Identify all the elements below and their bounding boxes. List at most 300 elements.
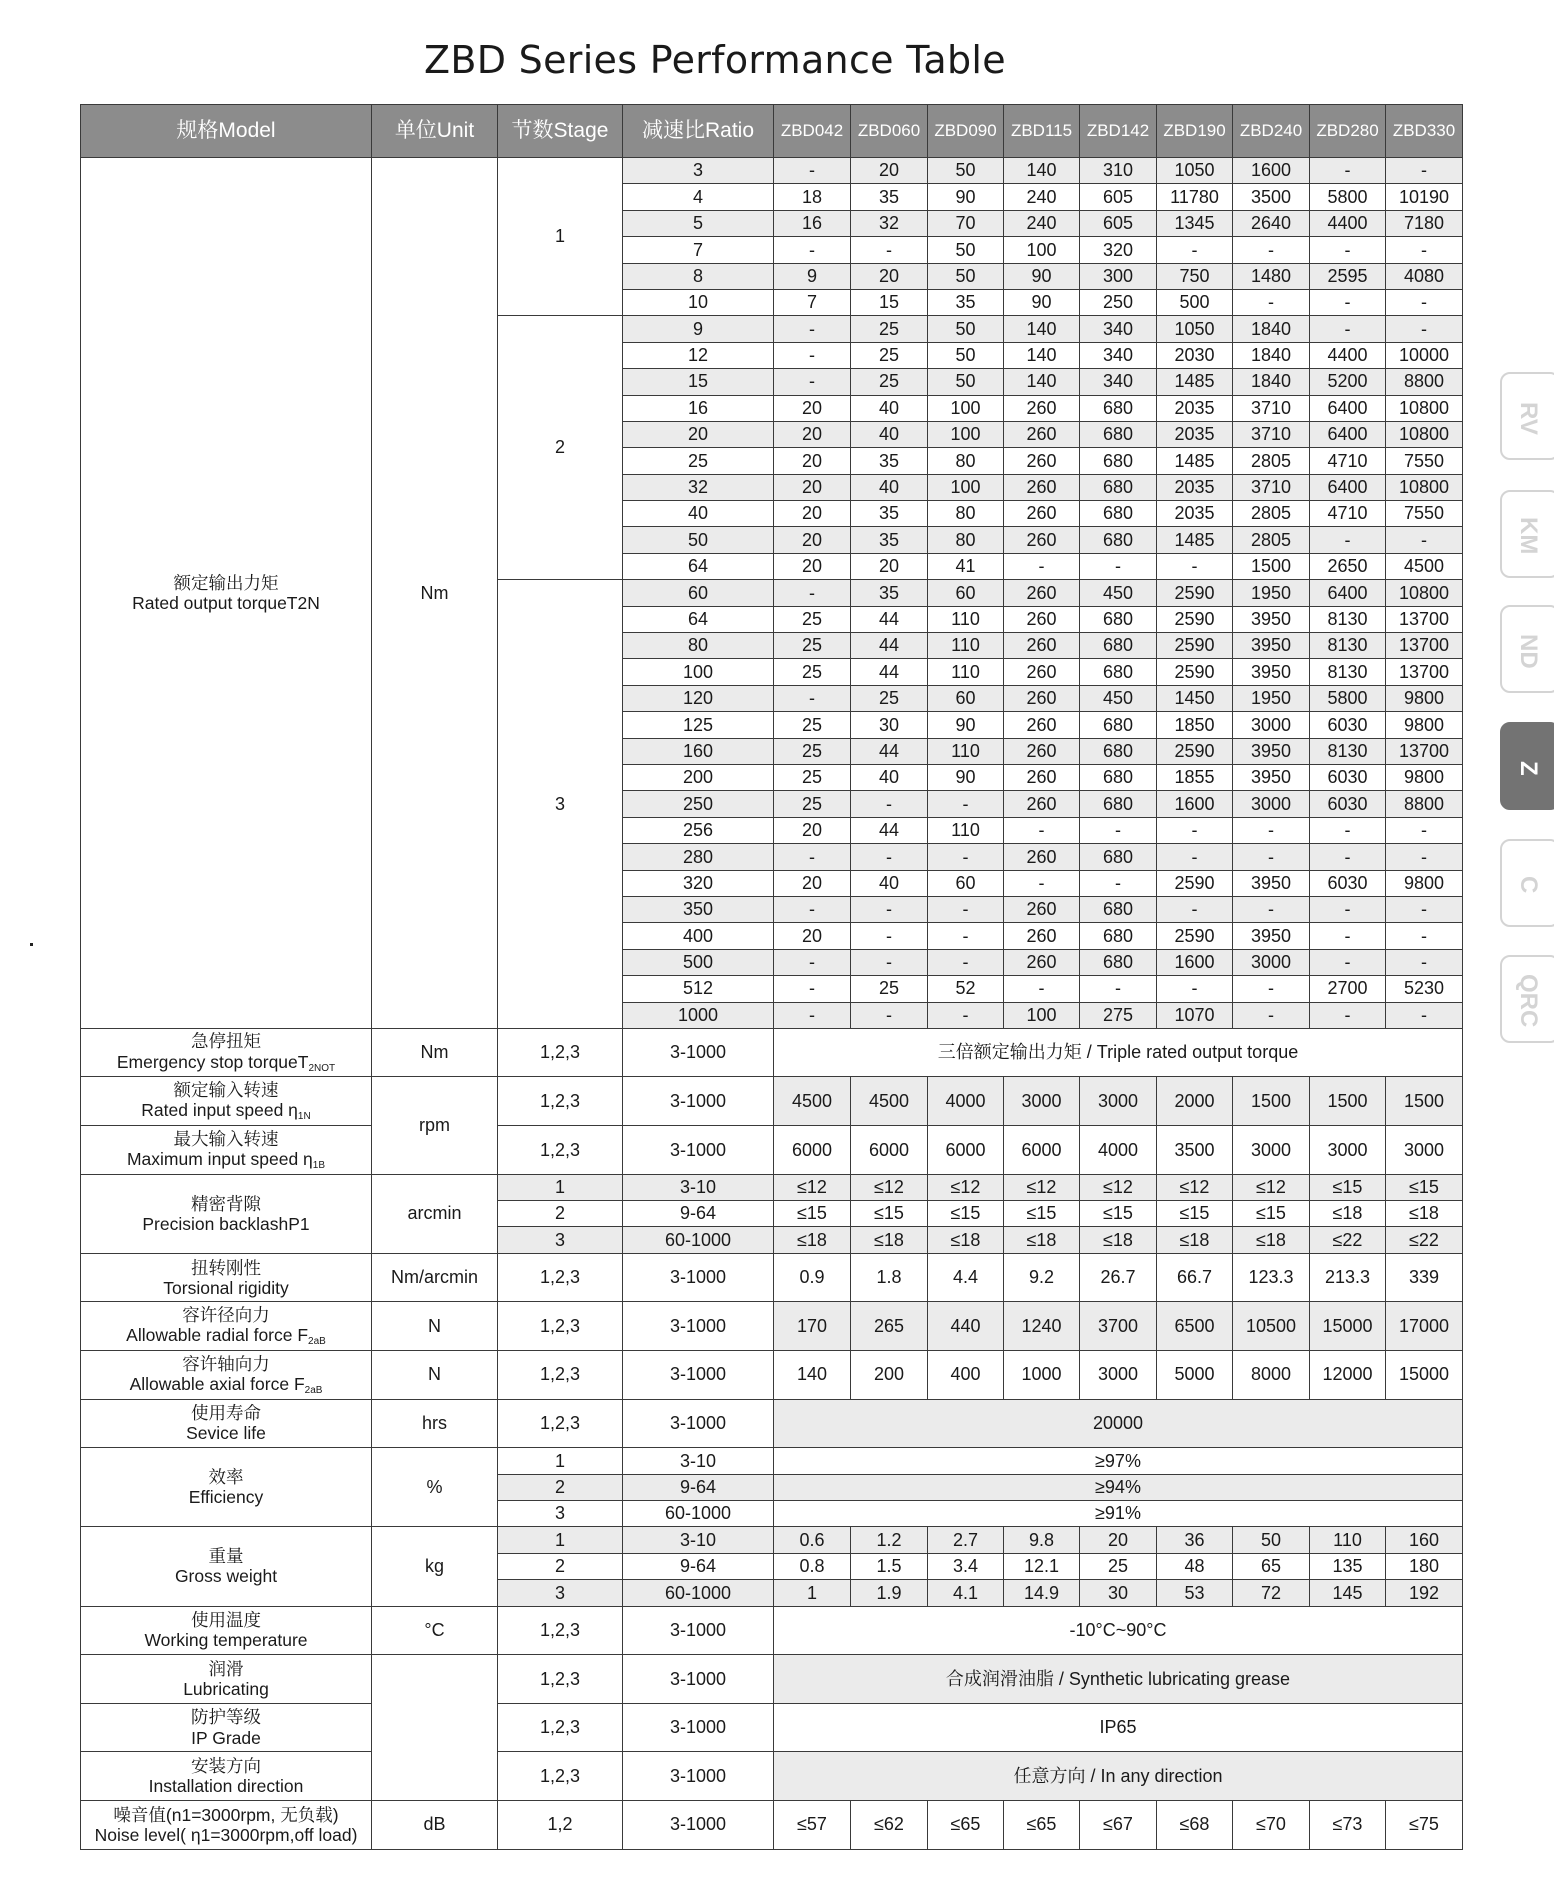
value-cell: 2590 xyxy=(1157,580,1233,606)
value-cell: 25 xyxy=(851,976,928,1002)
value-cell: 1070 xyxy=(1157,1002,1233,1028)
value-cell: - xyxy=(851,844,928,870)
ratio-cell: 9-64 xyxy=(623,1201,774,1227)
side-tab-rv[interactable] xyxy=(1500,372,1554,460)
value-cell: - xyxy=(774,1002,851,1028)
value-cell: - xyxy=(774,237,851,263)
side-tab-nd[interactable] xyxy=(1500,605,1554,693)
value-cell: 25 xyxy=(774,606,851,632)
header-stage: 节数Stage xyxy=(498,105,623,158)
value-cell: - xyxy=(1004,817,1080,843)
value-cell: 35 xyxy=(851,501,928,527)
stage-cell: 1,2,3 xyxy=(498,1126,623,1175)
label-en xyxy=(81,1728,371,1748)
value-cell: 2590 xyxy=(1157,659,1233,685)
value-cell: 1500 xyxy=(1310,1077,1386,1126)
ratio-cell: 25 xyxy=(623,448,774,474)
ratio-cell: 160 xyxy=(623,738,774,764)
value-cell: - xyxy=(774,158,851,184)
ratio-cell: 400 xyxy=(623,923,774,949)
page-title: ZBD Series Performance Table xyxy=(424,38,1006,82)
value-cell: 680 xyxy=(1080,844,1157,870)
ratio-cell: 8 xyxy=(623,263,774,289)
value-cell: 3950 xyxy=(1233,923,1310,949)
ratio-cell: 64 xyxy=(623,553,774,579)
ratio-cell: 512 xyxy=(623,976,774,1002)
value-cell: 32 xyxy=(851,210,928,236)
value-cell: 25 xyxy=(851,342,928,368)
value-cell: 4080 xyxy=(1386,263,1463,289)
value-cell: 20 xyxy=(774,474,851,500)
label-en-text: Gross weight xyxy=(174,1566,278,1587)
value-cell: 72 xyxy=(1233,1580,1310,1606)
ratio-cell: 60-1000 xyxy=(623,1580,774,1606)
value-cell: - xyxy=(774,685,851,711)
value-cell: 2650 xyxy=(1310,553,1386,579)
value-cell: 4500 xyxy=(851,1077,928,1126)
ratio-cell: 3-1000 xyxy=(623,1606,774,1655)
value-cell: 35 xyxy=(851,448,928,474)
value-cell: 240 xyxy=(1004,184,1080,210)
value-cell: 18 xyxy=(774,184,851,210)
value-cell: - xyxy=(774,949,851,975)
value-cell: 1485 xyxy=(1157,527,1233,553)
stage-cell: 3 xyxy=(498,1501,623,1527)
value-cell: 2805 xyxy=(1233,501,1310,527)
value-cell: 265 xyxy=(851,1302,928,1351)
value-cell: ≤62 xyxy=(851,1800,928,1849)
value-cell: 80 xyxy=(928,527,1004,553)
value-cell: 35 xyxy=(851,580,928,606)
label-cn: 防护等级 xyxy=(191,1707,261,1728)
value-cell: 450 xyxy=(1080,685,1157,711)
value-cell: 260 xyxy=(1004,527,1080,553)
span-value-cell: 任意方向 / In any direction xyxy=(774,1752,1463,1801)
value-cell: 6000 xyxy=(928,1126,1004,1175)
table-row xyxy=(81,1655,1463,1704)
row-label xyxy=(81,1174,372,1253)
value-cell: 2805 xyxy=(1233,527,1310,553)
value-cell: 40 xyxy=(851,870,928,896)
value-cell: 35 xyxy=(928,289,1004,315)
value-cell: ≤15 xyxy=(1004,1201,1080,1227)
ratio-cell: 32 xyxy=(623,474,774,500)
value-cell: 340 xyxy=(1080,316,1157,342)
span-value-cell: ≥91% xyxy=(774,1501,1463,1527)
value-cell: 1050 xyxy=(1157,316,1233,342)
value-cell: 3000 xyxy=(1080,1077,1157,1126)
side-tab-c[interactable] xyxy=(1500,839,1554,927)
value-cell: 9800 xyxy=(1386,870,1463,896)
value-cell: ≤75 xyxy=(1386,1800,1463,1849)
value-cell: 0.8 xyxy=(774,1553,851,1579)
value-cell: 3000 xyxy=(1386,1126,1463,1175)
value-cell: 1480 xyxy=(1233,263,1310,289)
value-cell: - xyxy=(1386,896,1463,922)
label-en xyxy=(81,1278,371,1298)
ratio-cell: 9 xyxy=(623,316,774,342)
value-cell: 339 xyxy=(1386,1253,1463,1302)
value-cell: 3000 xyxy=(1233,791,1310,817)
value-cell: 3950 xyxy=(1233,738,1310,764)
row-label xyxy=(81,1527,372,1606)
value-cell: 44 xyxy=(851,606,928,632)
header-model-name: ZBD090 xyxy=(928,105,1004,158)
value-cell: 6000 xyxy=(1004,1126,1080,1175)
value-cell: 3710 xyxy=(1233,395,1310,421)
value-cell: 100 xyxy=(928,395,1004,421)
value-cell: 400 xyxy=(928,1351,1004,1400)
value-cell: 13700 xyxy=(1386,659,1463,685)
label-en-text: Torsional rigidity xyxy=(163,1277,289,1298)
value-cell: - xyxy=(928,923,1004,949)
unit-cell: N xyxy=(372,1302,498,1351)
value-cell: 680 xyxy=(1080,501,1157,527)
value-cell: 680 xyxy=(1080,527,1157,553)
value-cell: - xyxy=(1386,923,1463,949)
value-cell: 110 xyxy=(928,659,1004,685)
value-cell: 5800 xyxy=(1310,184,1386,210)
value-cell: 4400 xyxy=(1310,342,1386,368)
value-cell: 44 xyxy=(851,659,928,685)
value-cell: 1485 xyxy=(1157,369,1233,395)
side-tab-label: QRC xyxy=(1515,974,1542,1028)
value-cell: 1.8 xyxy=(851,1253,928,1302)
value-cell: 60 xyxy=(928,580,1004,606)
ratio-cell: 100 xyxy=(623,659,774,685)
value-cell: 1000 xyxy=(1004,1351,1080,1400)
value-cell: 90 xyxy=(1004,289,1080,315)
value-cell: 260 xyxy=(1004,395,1080,421)
value-cell: 260 xyxy=(1004,421,1080,447)
value-cell: - xyxy=(1233,976,1310,1002)
value-cell: 1240 xyxy=(1004,1302,1080,1351)
value-cell: ≤12 xyxy=(1080,1174,1157,1200)
value-cell: 110 xyxy=(928,738,1004,764)
value-cell: 66.7 xyxy=(1157,1253,1233,1302)
value-cell: 70 xyxy=(928,210,1004,236)
value-cell: 50 xyxy=(928,263,1004,289)
value-cell: 60 xyxy=(928,685,1004,711)
value-cell: 7180 xyxy=(1386,210,1463,236)
row-label xyxy=(81,1126,372,1175)
value-cell: 2590 xyxy=(1157,923,1233,949)
value-cell: 8000 xyxy=(1233,1351,1310,1400)
value-cell: ≤15 xyxy=(1080,1201,1157,1227)
value-cell: 1600 xyxy=(1157,791,1233,817)
value-cell: 13700 xyxy=(1386,606,1463,632)
label-en-text: Rated input speed η xyxy=(141,1100,298,1121)
value-cell: 2000 xyxy=(1157,1077,1233,1126)
value-cell: 41 xyxy=(928,553,1004,579)
value-cell: 3000 xyxy=(1233,712,1310,738)
value-cell: ≤18 xyxy=(851,1227,928,1253)
value-cell: 140 xyxy=(774,1351,851,1400)
label-en-text: Noise level( η1=3000rpm,off load) xyxy=(94,1824,358,1845)
value-cell: ≤22 xyxy=(1310,1227,1386,1253)
label-cn: 急停扭矩 xyxy=(191,1031,261,1052)
side-tab-qrc[interactable] xyxy=(1500,955,1554,1043)
value-cell: 680 xyxy=(1080,896,1157,922)
value-cell: ≤18 xyxy=(774,1227,851,1253)
unit-cell: Nm xyxy=(372,158,498,1029)
value-cell: 260 xyxy=(1004,659,1080,685)
row-label xyxy=(81,1399,372,1448)
value-cell: - xyxy=(1004,870,1080,896)
label-cn: 容许径向力 xyxy=(182,1304,270,1325)
unit-cell: Nm xyxy=(372,1028,498,1077)
label-en xyxy=(81,1423,371,1443)
value-cell: 90 xyxy=(928,712,1004,738)
value-cell: 340 xyxy=(1080,342,1157,368)
value-cell: 2035 xyxy=(1157,421,1233,447)
value-cell: 6400 xyxy=(1310,580,1386,606)
value-cell: 4000 xyxy=(1080,1126,1157,1175)
value-cell: 2590 xyxy=(1157,606,1233,632)
label-subscript: 2aB xyxy=(308,1336,326,1348)
label-en-text: Working temperature xyxy=(144,1630,308,1651)
value-cell: 160 xyxy=(1386,1527,1463,1553)
value-cell: ≤70 xyxy=(1233,1800,1310,1849)
row-label xyxy=(81,1302,372,1351)
stage-cell: 2 xyxy=(498,1474,623,1500)
value-cell: 40 xyxy=(851,421,928,447)
value-cell: 1600 xyxy=(1157,949,1233,975)
value-cell: - xyxy=(1080,553,1157,579)
ratio-cell: 3-10 xyxy=(623,1527,774,1553)
ratio-cell: 10 xyxy=(623,289,774,315)
row-label xyxy=(81,1606,372,1655)
value-cell: - xyxy=(1157,817,1233,843)
value-cell: - xyxy=(1157,553,1233,579)
value-cell: 25 xyxy=(774,633,851,659)
value-cell: - xyxy=(1310,527,1386,553)
value-cell: - xyxy=(928,949,1004,975)
value-cell: 5200 xyxy=(1310,369,1386,395)
ratio-cell: 256 xyxy=(623,817,774,843)
table-row xyxy=(81,1703,1463,1752)
value-cell: 3.4 xyxy=(928,1553,1004,1579)
row-label xyxy=(81,1752,372,1801)
value-cell: - xyxy=(1310,949,1386,975)
stage-cell: 2 xyxy=(498,1553,623,1579)
side-tab-km[interactable] xyxy=(1500,490,1554,578)
value-cell: ≤65 xyxy=(928,1800,1004,1849)
unit-cell: kg xyxy=(372,1527,498,1606)
unit-cell: °C xyxy=(372,1606,498,1655)
stage-cell: 1,2 xyxy=(498,1800,623,1849)
value-cell: 6030 xyxy=(1310,791,1386,817)
value-cell: 1.5 xyxy=(851,1553,928,1579)
value-cell: - xyxy=(1310,158,1386,184)
label-en xyxy=(81,1630,371,1650)
value-cell: ≤12 xyxy=(774,1174,851,1200)
value-cell: 213.3 xyxy=(1310,1253,1386,1302)
value-cell: 3500 xyxy=(1233,184,1310,210)
value-cell: - xyxy=(851,896,928,922)
value-cell: ≤67 xyxy=(1080,1800,1157,1849)
value-cell: ≤15 xyxy=(1233,1201,1310,1227)
value-cell: ≤18 xyxy=(1310,1201,1386,1227)
value-cell: 2035 xyxy=(1157,395,1233,421)
value-cell: 50 xyxy=(928,316,1004,342)
value-cell: - xyxy=(1233,1002,1310,1028)
side-tab-label: ND xyxy=(1515,633,1542,669)
value-cell: 6500 xyxy=(1157,1302,1233,1351)
value-cell: 40 xyxy=(851,395,928,421)
unit-cell: hrs xyxy=(372,1399,498,1448)
value-cell: - xyxy=(774,316,851,342)
value-cell: - xyxy=(1386,844,1463,870)
value-cell: ≤73 xyxy=(1310,1800,1386,1849)
stage-cell: 1,2,3 xyxy=(498,1703,623,1752)
value-cell: 2.7 xyxy=(928,1527,1004,1553)
header-model-name: ZBD060 xyxy=(851,105,928,158)
ratio-cell: 1000 xyxy=(623,1002,774,1028)
value-cell: 680 xyxy=(1080,395,1157,421)
value-cell: 9800 xyxy=(1386,685,1463,711)
table-row xyxy=(81,1606,1463,1655)
value-cell: 15000 xyxy=(1310,1302,1386,1351)
value-cell: 13700 xyxy=(1386,738,1463,764)
value-cell: 20 xyxy=(774,501,851,527)
side-tab-z[interactable] xyxy=(1500,722,1554,810)
value-cell: - xyxy=(1310,289,1386,315)
value-cell: 260 xyxy=(1004,606,1080,632)
label-en-text: Rated output torqueT2N xyxy=(132,592,320,613)
value-cell: 6400 xyxy=(1310,421,1386,447)
value-cell: 2590 xyxy=(1157,633,1233,659)
value-cell: 3500 xyxy=(1157,1126,1233,1175)
value-cell: 0.6 xyxy=(774,1527,851,1553)
stage-cell: 1,2,3 xyxy=(498,1028,623,1077)
value-cell: 40 xyxy=(851,474,928,500)
performance-table-container xyxy=(80,104,1463,1850)
value-cell: 7550 xyxy=(1386,448,1463,474)
value-cell: 680 xyxy=(1080,764,1157,790)
label-en xyxy=(81,1149,371,1172)
value-cell: 1500 xyxy=(1386,1077,1463,1126)
value-cell: - xyxy=(1386,1002,1463,1028)
label-en-text: Efficiency xyxy=(188,1487,264,1508)
row-label xyxy=(81,1077,372,1126)
ratio-cell: 16 xyxy=(623,395,774,421)
value-cell: 50 xyxy=(1233,1527,1310,1553)
value-cell: - xyxy=(851,949,928,975)
side-tab-label: Z xyxy=(1515,760,1542,776)
ratio-cell: 3-1000 xyxy=(623,1655,774,1704)
value-cell: 3710 xyxy=(1233,474,1310,500)
value-cell: 36 xyxy=(1157,1527,1233,1553)
unit-cell: arcmin xyxy=(372,1174,498,1253)
value-cell: 2030 xyxy=(1157,342,1233,368)
value-cell: 4.4 xyxy=(928,1253,1004,1302)
value-cell: 10800 xyxy=(1386,421,1463,447)
value-cell: 2700 xyxy=(1310,976,1386,1002)
value-cell: 1840 xyxy=(1233,316,1310,342)
value-cell: 25 xyxy=(851,369,928,395)
label-en xyxy=(81,1214,371,1234)
value-cell: 340 xyxy=(1080,369,1157,395)
ratio-cell: 9-64 xyxy=(623,1553,774,1579)
value-cell: 8130 xyxy=(1310,633,1386,659)
value-cell: 1600 xyxy=(1233,158,1310,184)
stage-cell: 1,2,3 xyxy=(498,1302,623,1351)
label-en xyxy=(81,1325,371,1348)
value-cell: 80 xyxy=(928,501,1004,527)
value-cell: 6030 xyxy=(1310,764,1386,790)
value-cell: 440 xyxy=(928,1302,1004,1351)
value-cell: 2640 xyxy=(1233,210,1310,236)
value-cell: ≤18 xyxy=(1157,1227,1233,1253)
value-cell: 12000 xyxy=(1310,1351,1386,1400)
unit-cell: dB xyxy=(372,1800,498,1849)
stage-cell: 1 xyxy=(498,1448,623,1474)
header-model-name: ZBD280 xyxy=(1310,105,1386,158)
label-en xyxy=(81,593,371,613)
value-cell: ≤12 xyxy=(1004,1174,1080,1200)
value-cell: 260 xyxy=(1004,738,1080,764)
value-cell: 110 xyxy=(1310,1527,1386,1553)
value-cell: 10800 xyxy=(1386,395,1463,421)
value-cell: 25 xyxy=(774,659,851,685)
ratio-cell: 120 xyxy=(623,685,774,711)
value-cell: 145 xyxy=(1310,1580,1386,1606)
value-cell: 260 xyxy=(1004,844,1080,870)
unit-cell: N xyxy=(372,1351,498,1400)
value-cell: - xyxy=(1386,527,1463,553)
value-cell: 450 xyxy=(1080,580,1157,606)
value-cell: - xyxy=(1310,844,1386,870)
unit-cell: % xyxy=(372,1448,498,1527)
value-cell: 680 xyxy=(1080,448,1157,474)
label-cn: 使用温度 xyxy=(191,1610,261,1631)
ratio-cell: 125 xyxy=(623,712,774,738)
value-cell: 90 xyxy=(1004,263,1080,289)
value-cell: 260 xyxy=(1004,764,1080,790)
ratio-cell: 3-1000 xyxy=(623,1800,774,1849)
value-cell: 44 xyxy=(851,633,928,659)
value-cell: 40 xyxy=(851,764,928,790)
value-cell: 260 xyxy=(1004,923,1080,949)
table-row xyxy=(81,1174,1463,1200)
value-cell: - xyxy=(1004,553,1080,579)
value-cell: 9800 xyxy=(1386,712,1463,738)
value-cell: - xyxy=(928,791,1004,817)
value-cell: 140 xyxy=(1004,158,1080,184)
label-en-text: Emergency stop torqueT xyxy=(116,1051,309,1072)
value-cell: 9800 xyxy=(1386,764,1463,790)
ratio-cell: 3-1000 xyxy=(623,1253,774,1302)
unit-cell: Nm/arcmin xyxy=(372,1253,498,1302)
stage-cell: 1 xyxy=(498,1527,623,1553)
value-cell: 10190 xyxy=(1386,184,1463,210)
stage-cell: 2 xyxy=(498,316,623,580)
value-cell: 20 xyxy=(774,817,851,843)
header-model-name: ZBD240 xyxy=(1233,105,1310,158)
stage-cell: 1 xyxy=(498,158,623,316)
value-cell: - xyxy=(774,342,851,368)
value-cell: - xyxy=(1310,316,1386,342)
value-cell: ≤15 xyxy=(1386,1174,1463,1200)
ratio-cell: 60 xyxy=(623,580,774,606)
value-cell: 8130 xyxy=(1310,659,1386,685)
value-cell: 320 xyxy=(1080,237,1157,263)
ratio-cell: 500 xyxy=(623,949,774,975)
value-cell: 10500 xyxy=(1233,1302,1310,1351)
value-cell: 1950 xyxy=(1233,580,1310,606)
value-cell: 135 xyxy=(1310,1553,1386,1579)
